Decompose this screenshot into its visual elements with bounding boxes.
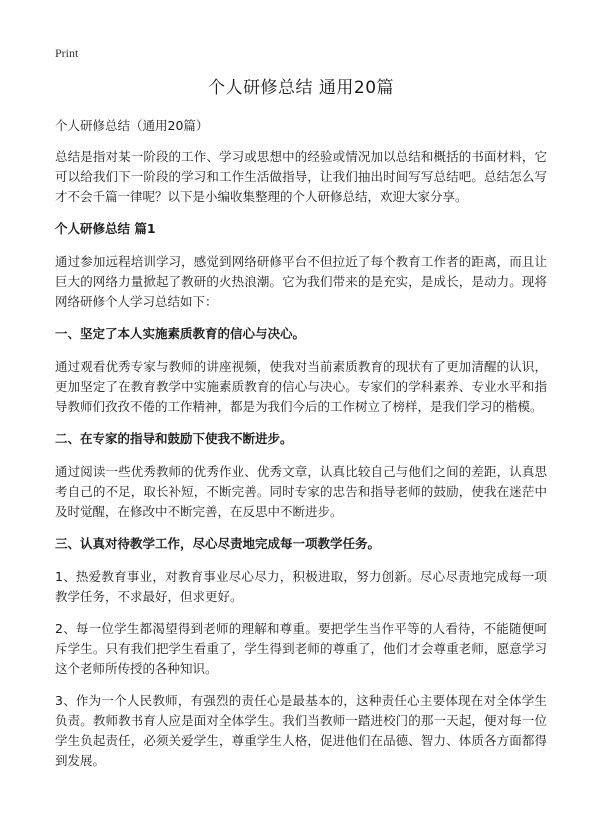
article-heading: 个人研修总结 篇1 [55,221,156,236]
section-body-1: 通过观看优秀专家与教师的讲座视频，使我对当前素质教育的现状有了更加清醒的认识，更加坚定了在教育教学中实施素质教育的信心与决心。专家们的学科素养、专业水平和指导教师们孜孜不倦的工作精神，都是为我们今后的工作树立了榜样，是我们学习的楷模。 [55,359,547,414]
section-heading-2: 二、在专家的指导和鼓励下使我不断进步。 [55,431,293,446]
intro-paragraph: 总结是指对某一阶段的工作、学习或思想中的经验或情况加以总结和概括的书面材料，它可以给我们下一阶段的学习和工作生活做指导，让我们抽出时间写写总结吧。总结怎么写才不会千篇一律呢？以下是小编收集整理的个人研修总结，欢迎大家分享。 [55,149,547,204]
document-subtitle: 个人研修总结（通用20篇） [55,118,209,133]
section-item-1: 1、热爱教育事业，对教育事业尽心尽力，积极进取，努力创新。尽心尽责地完成每一项教学任务，不求最好，但求更好。 [55,569,547,604]
section-heading-3: 三、认真对待教学工作，尽心尽责地完成每一项教学任务。 [55,536,381,551]
document-page [55,74,547,783]
section-item-2: 2、每一位学生都渴望得到老师的理解和尊重。要把学生当作平等的人看待，不能随便呵斥学生。只有我们把学生看重了，学生得到老师的尊重了，他们才会尊重老师，愿意学习这个老师所传授的各种知识。 [55,621,547,676]
print-link[interactable]: Print [55,46,79,60]
section-item-3: 3、作为一个人民教师，有强烈的责任心是最基本的，这种责任心主要体现在对全体学生负责。教师教书育人应是面对全体学生。我们当教师一踏进校门的那一天起，便对每一位学生负起责任，必须关爱学生，尊重学生人格，促进他们在品德、智力、体质各方面都得到发展。 [55,693,547,768]
section-heading-1: 一、坚定了本人实施素质教育的信心与决心。 [55,326,306,341]
section-body-2: 通过阅读一些优秀教师的优秀作业、优秀文章，认真比较自己与他们之间的差距，认真思考自己的不足，取长补短，不断完善。同时专家的忠告和指导老师的鼓励，使我在迷茫中及时觉醒，在修改中不断完善，在反思中不断进步。 [55,464,547,519]
article-intro-paragraph: 通过参加远程培训学习，感觉到网络研修平台不但拉近了每个教育工作者的距离，而且让巨大的网络力量掀起了教研的火热浪潮。它为我们带来的是充实，是成长，是动力。现将网络研修个人学习总结如下： [55,254,547,309]
document-title: 个人研修总结 通用20篇 [207,78,395,98]
